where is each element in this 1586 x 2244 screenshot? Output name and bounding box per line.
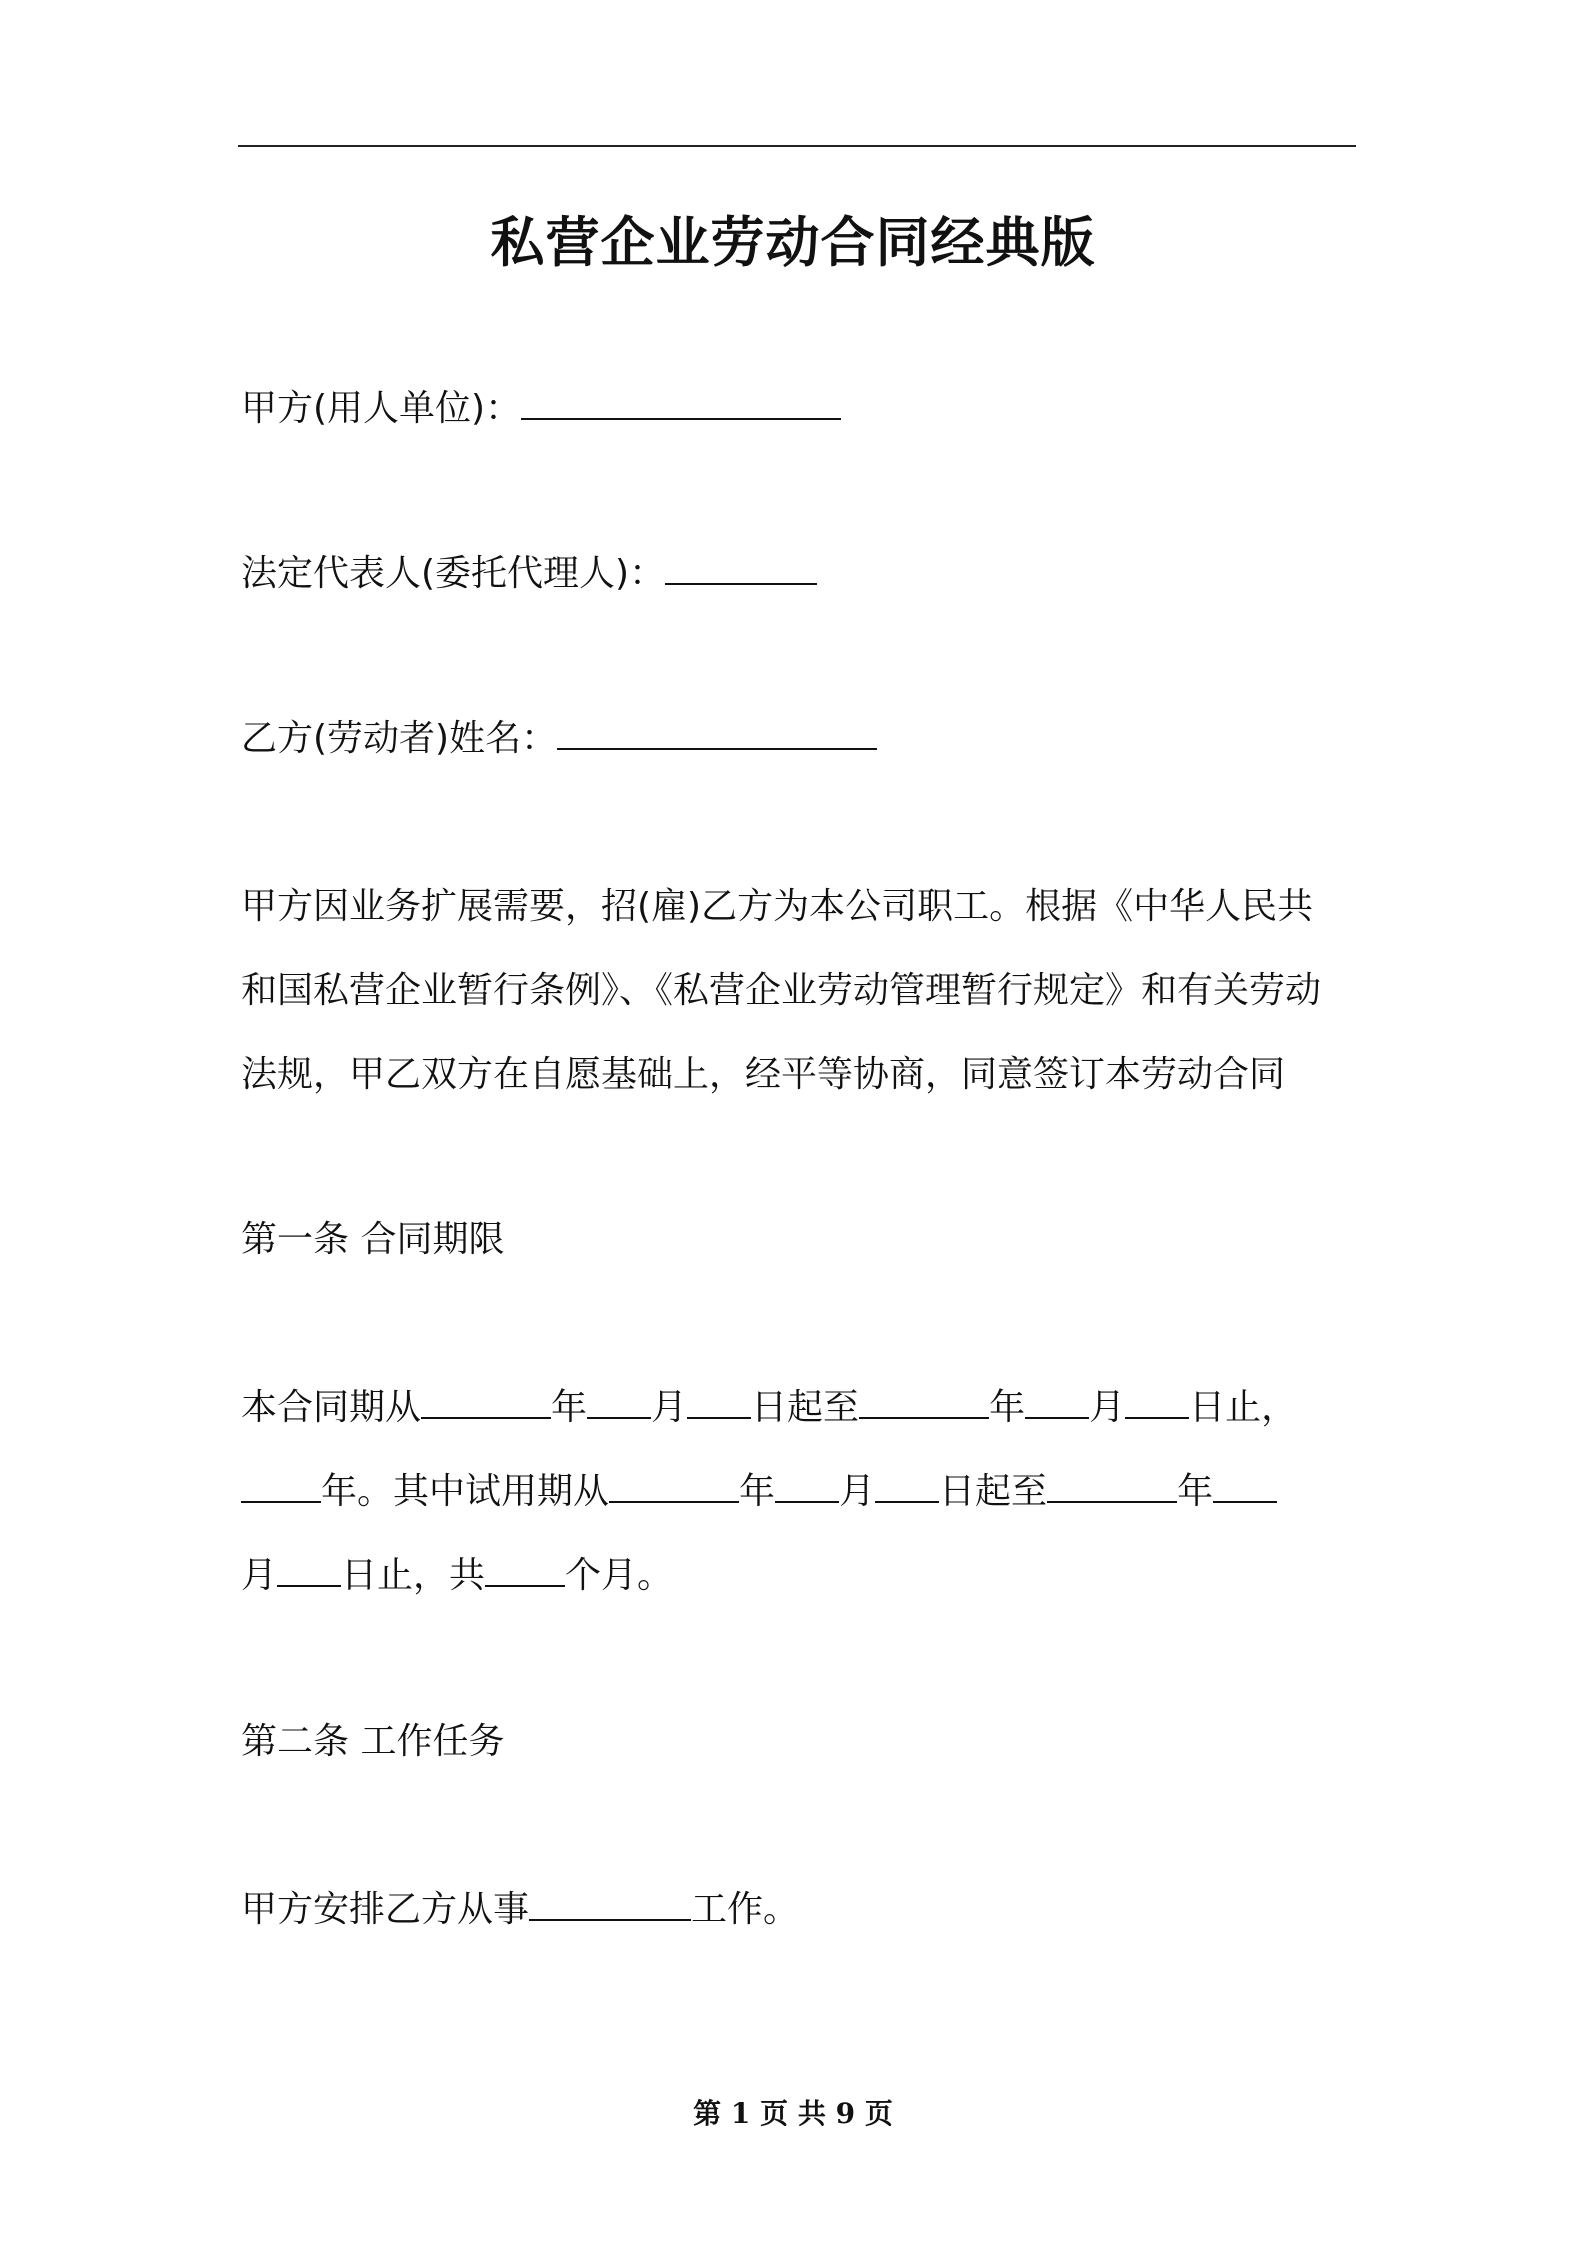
text: 日止， bbox=[1189, 1387, 1298, 1428]
article-1-paragraph bbox=[241, 1366, 1361, 1618]
party-b-field bbox=[241, 697, 1361, 781]
text: 月 bbox=[651, 1387, 688, 1428]
legal-rep-field bbox=[241, 532, 1361, 616]
text: 年 bbox=[739, 1471, 776, 1512]
preamble-line: 甲方因业务扩展需要，招(雇)乙方为本公司职工。根据《中华人民共 bbox=[241, 886, 1314, 927]
text: 本合同期从 bbox=[241, 1387, 422, 1428]
text: 月 bbox=[241, 1555, 278, 1596]
trial-end-day-blank[interactable] bbox=[277, 1545, 341, 1587]
text: 个月。 bbox=[565, 1555, 674, 1596]
trial-start-year-blank[interactable] bbox=[609, 1461, 739, 1503]
party-a-label: 甲方(用人单位)： bbox=[241, 388, 522, 429]
text: 年 bbox=[1177, 1471, 1214, 1512]
party-a-blank[interactable] bbox=[521, 378, 841, 420]
party-b-label: 乙方(劳动者)姓名： bbox=[241, 718, 558, 759]
text: 甲方安排乙方从事 bbox=[241, 1889, 530, 1930]
text: 年 bbox=[551, 1387, 588, 1428]
start-day-blank[interactable] bbox=[687, 1377, 751, 1419]
start-month-blank[interactable] bbox=[587, 1377, 651, 1419]
text: 月 bbox=[1089, 1387, 1126, 1428]
text: 日起至 bbox=[751, 1387, 860, 1428]
text: 年。其中试用期从 bbox=[321, 1471, 610, 1512]
party-a-field bbox=[241, 367, 1361, 451]
text: 年 bbox=[989, 1387, 1026, 1428]
document-title: 私营企业劳动合同经典版 bbox=[490, 211, 1096, 274]
term-years-blank[interactable] bbox=[241, 1461, 321, 1503]
party-b-name-blank[interactable] bbox=[557, 708, 877, 750]
text: 日止，共 bbox=[341, 1555, 486, 1596]
end-month-blank[interactable] bbox=[1025, 1377, 1089, 1419]
page-number: 第 1 页 共 9 页 bbox=[693, 2097, 893, 2130]
trial-end-month-blank[interactable] bbox=[1213, 1461, 1277, 1503]
preamble-line: 法规，甲乙双方在自愿基础上，经平等协商，同意签订本劳动合同 bbox=[241, 1054, 1286, 1095]
text: 月 bbox=[839, 1471, 876, 1512]
end-day-blank[interactable] bbox=[1125, 1377, 1189, 1419]
text: 日起至 bbox=[939, 1471, 1048, 1512]
article-2-paragraph bbox=[241, 1868, 1361, 1952]
preamble-paragraph bbox=[241, 865, 1361, 1117]
preamble-line: 和国私营企业暂行条例》、《私营企业劳动管理暂行规定》和有关劳动 bbox=[241, 970, 1322, 1011]
trial-start-month-blank[interactable] bbox=[775, 1461, 839, 1503]
end-year-blank[interactable] bbox=[859, 1377, 989, 1419]
legal-rep-label: 法定代表人(委托代理人)： bbox=[241, 553, 666, 594]
article-2-heading: 第二条 工作任务 bbox=[241, 1721, 505, 1762]
text: 工作。 bbox=[691, 1889, 800, 1930]
trial-months-blank[interactable] bbox=[485, 1545, 565, 1587]
trial-end-year-blank[interactable] bbox=[1047, 1461, 1177, 1503]
article-1-heading: 第一条 合同期限 bbox=[241, 1219, 505, 1260]
header-rule bbox=[238, 145, 1356, 147]
job-blank[interactable] bbox=[529, 1879, 691, 1921]
trial-start-day-blank[interactable] bbox=[875, 1461, 939, 1503]
start-year-blank[interactable] bbox=[421, 1377, 551, 1419]
legal-rep-blank[interactable] bbox=[665, 543, 817, 585]
